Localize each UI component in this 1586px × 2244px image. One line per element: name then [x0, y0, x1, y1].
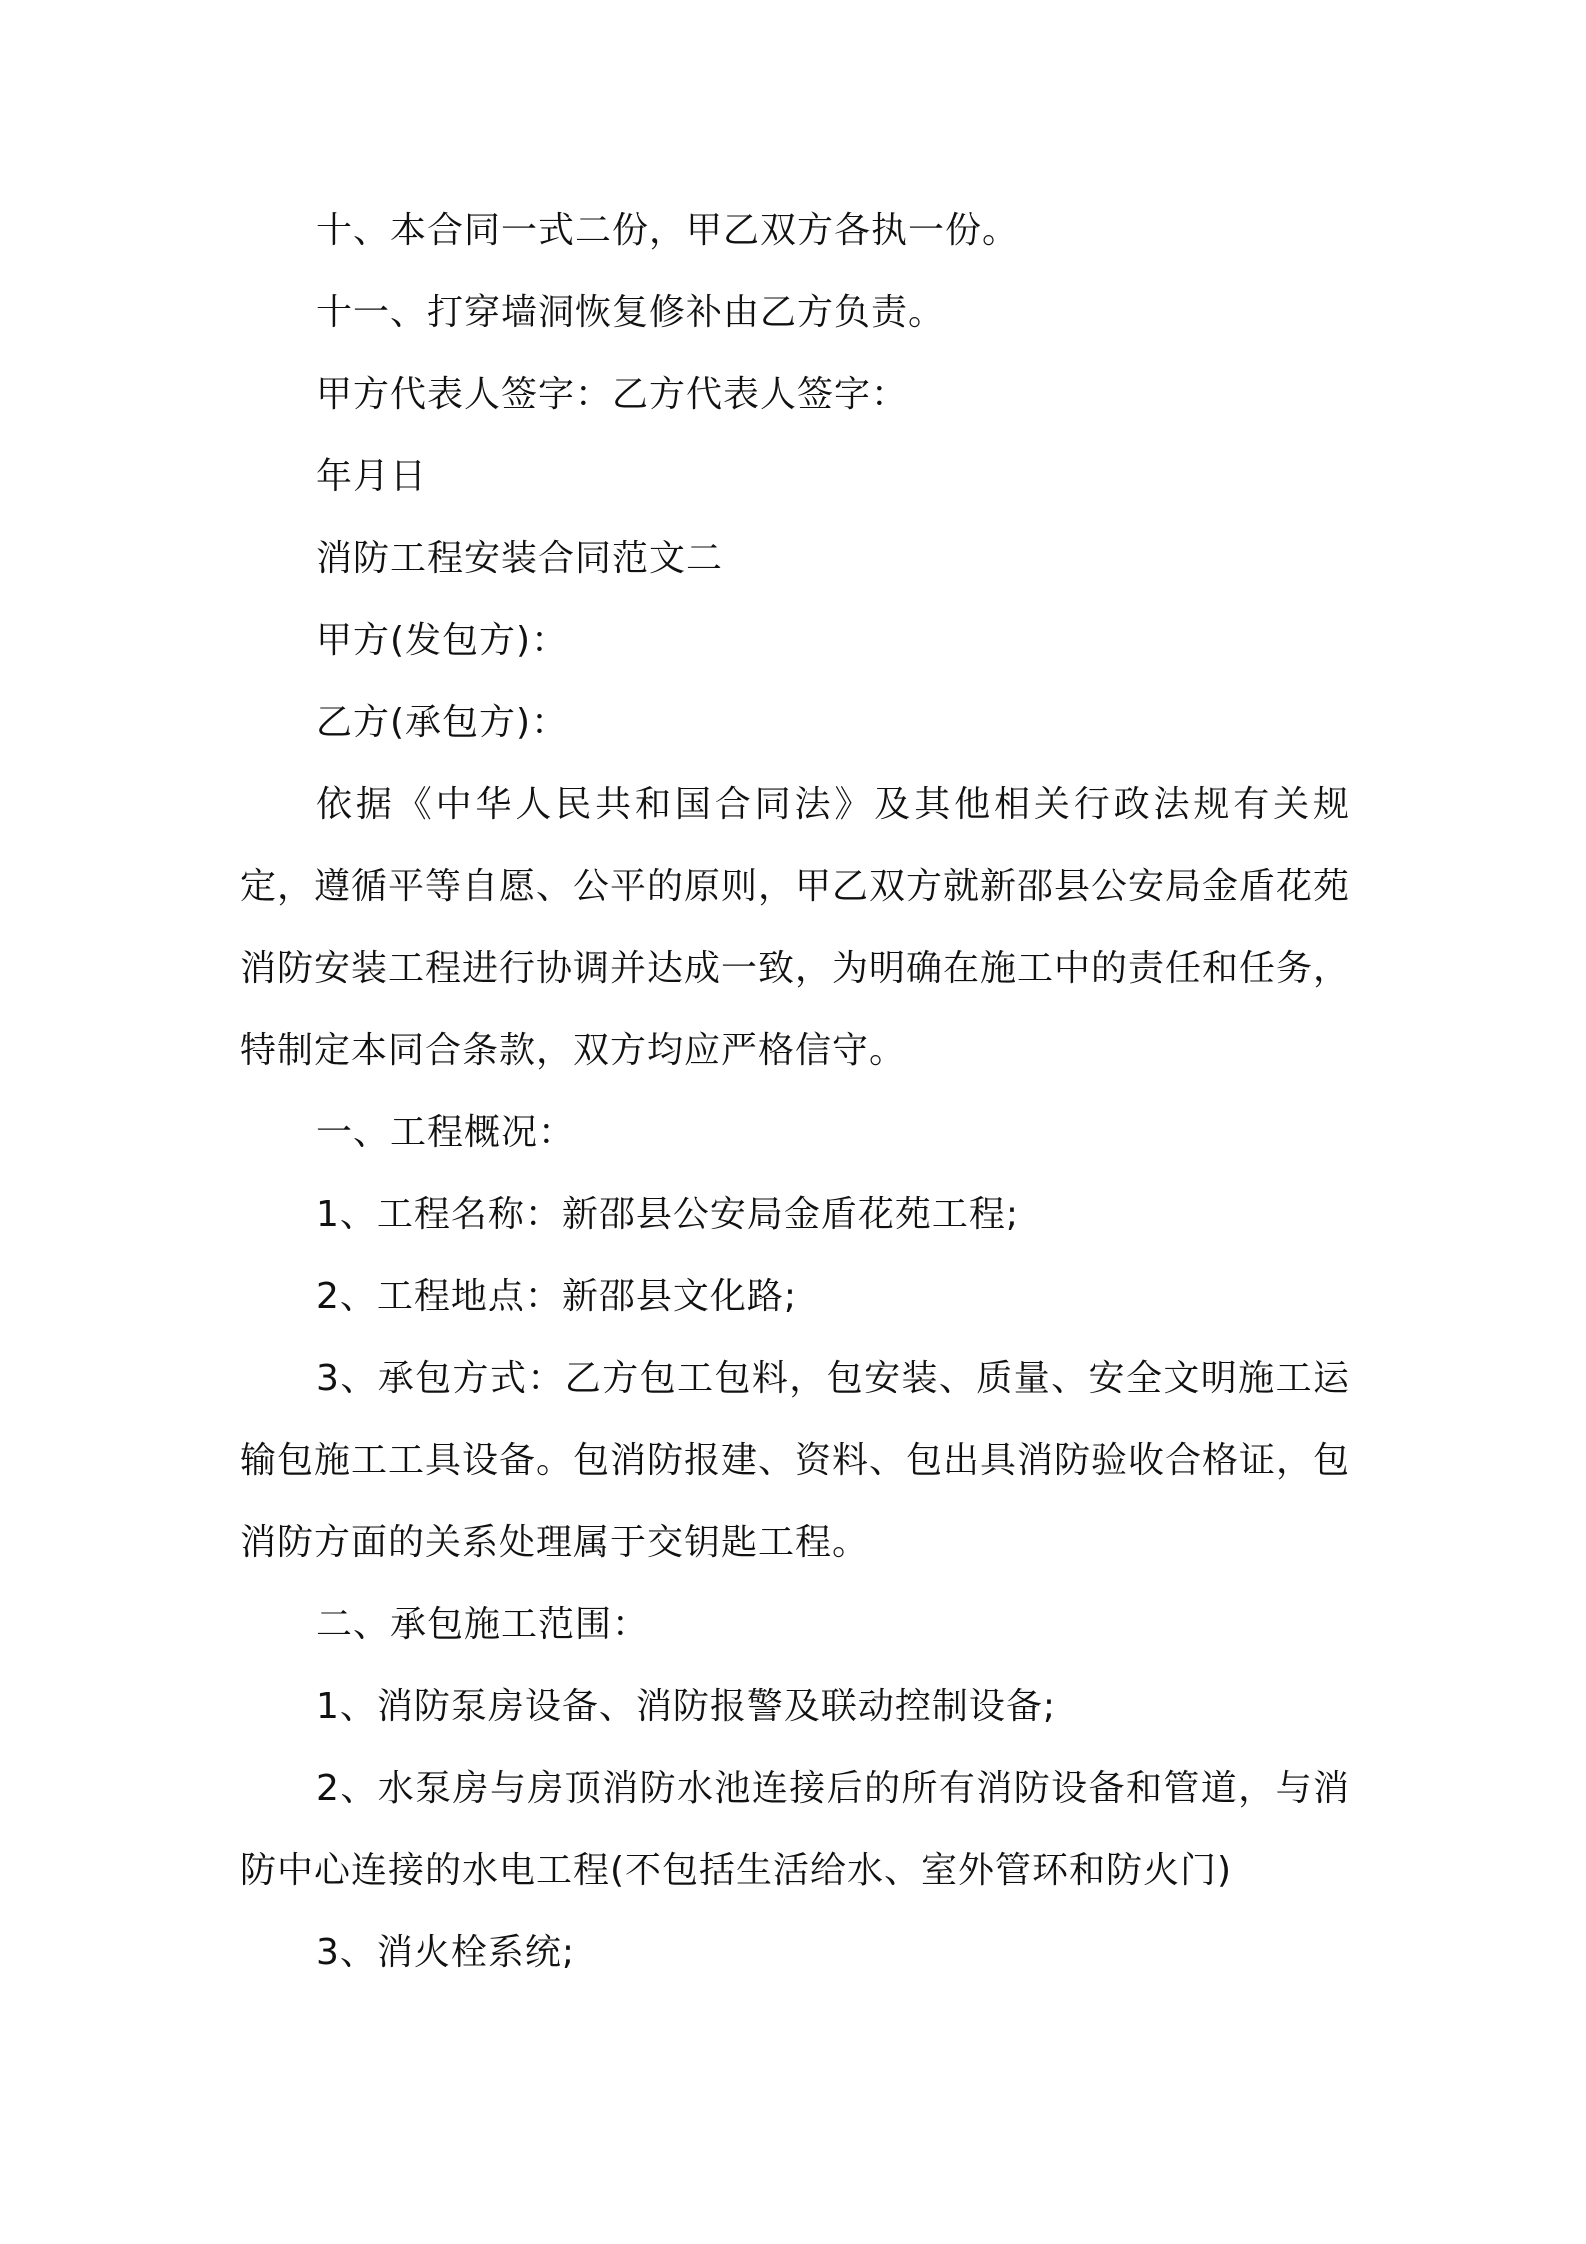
scope-item-3: 3、消火栓系统; — [316, 1932, 576, 1973]
party-b-line: 乙方(承包方)： — [316, 702, 569, 743]
section-one-heading: 一、工程概况： — [316, 1112, 576, 1153]
contract-method-item: 3、承包方式：乙方包工包料，包安装、质量、安全文明施工运输包施工工具设备。包消防报建、资料、包出具消防验收合格证，包消防方面的关系处理属于交钥匙工程。 — [240, 1358, 1351, 1563]
scope-item-1: 1、消防泵房设备、消防报警及联动控制设备; — [316, 1686, 1057, 1727]
contract-title: 消防工程安装合同范文二 — [316, 538, 724, 579]
scope-item-2: 2、水泵房与房顶消防水池连接后的所有消防设备和管道，与消防中心连接的水电工程(不包括生活给水、室外管环和防火门) — [240, 1768, 1350, 1891]
section-two-heading: 二、承包施工范围： — [316, 1604, 650, 1645]
party-a-line: 甲方(发包方)： — [316, 620, 569, 661]
preamble-paragraph: 依据《中华人民共和国合同法》及其他相关行政法规有关规定，遵循平等自愿、公平的原则，甲乙双方就新邵县公安局金盾花苑消防安装工程进行协调并达成一致，为明确在施工中的责任和任务，特制定本同合条款，双方均应严格信守。 — [240, 784, 1351, 1071]
date-line: 年月日 — [316, 456, 428, 497]
clause-eleven: 十一、打穿墙洞恢复修补由乙方负责。 — [316, 292, 946, 333]
document-body — [240, 190, 1350, 1994]
project-location-item: 2、工程地点：新邵县文化路; — [316, 1276, 798, 1317]
project-name-item: 1、工程名称：新邵县公安局金盾花苑工程; — [316, 1194, 1020, 1235]
clause-ten: 十、本合同一式二份，甲乙双方各执一份。 — [316, 210, 1020, 251]
signature-line: 甲方代表人签字：乙方代表人签字： — [316, 374, 909, 415]
